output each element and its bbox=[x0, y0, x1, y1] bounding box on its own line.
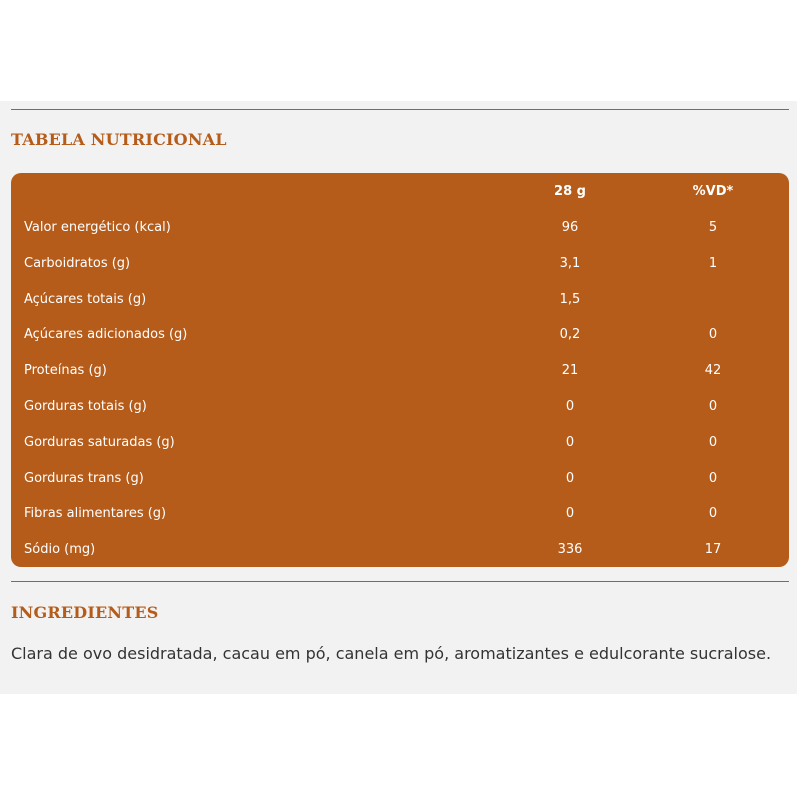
row-qty: 0 bbox=[565, 470, 575, 486]
table-header bbox=[11, 173, 789, 209]
row-vd: 0 bbox=[708, 470, 718, 486]
row-qty: 0,2 bbox=[559, 326, 581, 342]
row-qty: 96 bbox=[561, 219, 579, 235]
nutrition-table bbox=[11, 173, 789, 567]
row-qty: 21 bbox=[561, 362, 579, 378]
row-qty: 0 bbox=[565, 398, 575, 414]
row-label: Fibras alimentares (g) bbox=[24, 505, 167, 521]
table-row bbox=[11, 281, 789, 317]
ingredients-title: INGREDIENTES bbox=[11, 603, 159, 622]
row-label: Açúcares totais (g) bbox=[24, 291, 147, 307]
row-vd: 1 bbox=[708, 255, 718, 271]
row-qty: 0 bbox=[565, 434, 575, 450]
top-divider bbox=[11, 109, 789, 110]
header-vd: %VD* bbox=[692, 183, 734, 199]
row-label: Gorduras saturadas (g) bbox=[24, 434, 175, 450]
row-label: Valor energético (kcal) bbox=[24, 219, 171, 235]
row-label: Açúcares adicionados (g) bbox=[24, 326, 188, 342]
table-row bbox=[11, 245, 789, 281]
row-label: Gorduras trans (g) bbox=[24, 470, 144, 486]
table-row bbox=[11, 316, 789, 352]
row-vd: 0 bbox=[708, 326, 718, 342]
row-qty: 3,1 bbox=[559, 255, 581, 271]
table-row bbox=[11, 495, 789, 531]
nutrition-title: TABELA NUTRICIONAL bbox=[11, 130, 227, 149]
middle-divider bbox=[11, 581, 789, 582]
ingredients-text: Clara de ovo desidratada, cacau em pó, canela em pó, aromatizantes e edulcorante sucralose. bbox=[11, 644, 772, 663]
table-row bbox=[11, 460, 789, 496]
table-row bbox=[11, 388, 789, 424]
row-vd: 42 bbox=[704, 362, 722, 378]
row-vd: 0 bbox=[708, 505, 718, 521]
row-vd: 5 bbox=[708, 219, 718, 235]
row-qty: 0 bbox=[565, 505, 575, 521]
table-row bbox=[11, 352, 789, 388]
row-qty: 1,5 bbox=[559, 291, 581, 307]
table-row bbox=[11, 531, 789, 567]
table-row bbox=[11, 424, 789, 460]
row-vd: 0 bbox=[708, 434, 718, 450]
row-label: Proteínas (g) bbox=[24, 362, 107, 378]
row-qty: 336 bbox=[557, 541, 583, 557]
row-label: Carboidratos (g) bbox=[24, 255, 131, 271]
row-vd: 0 bbox=[708, 398, 718, 414]
table-row bbox=[11, 209, 789, 245]
header-qty: 28 g bbox=[554, 183, 586, 199]
row-label: Sódio (mg) bbox=[24, 541, 96, 557]
row-label: Gorduras totais (g) bbox=[24, 398, 147, 414]
nutrition-panel bbox=[0, 101, 797, 694]
row-vd: 17 bbox=[704, 541, 722, 557]
